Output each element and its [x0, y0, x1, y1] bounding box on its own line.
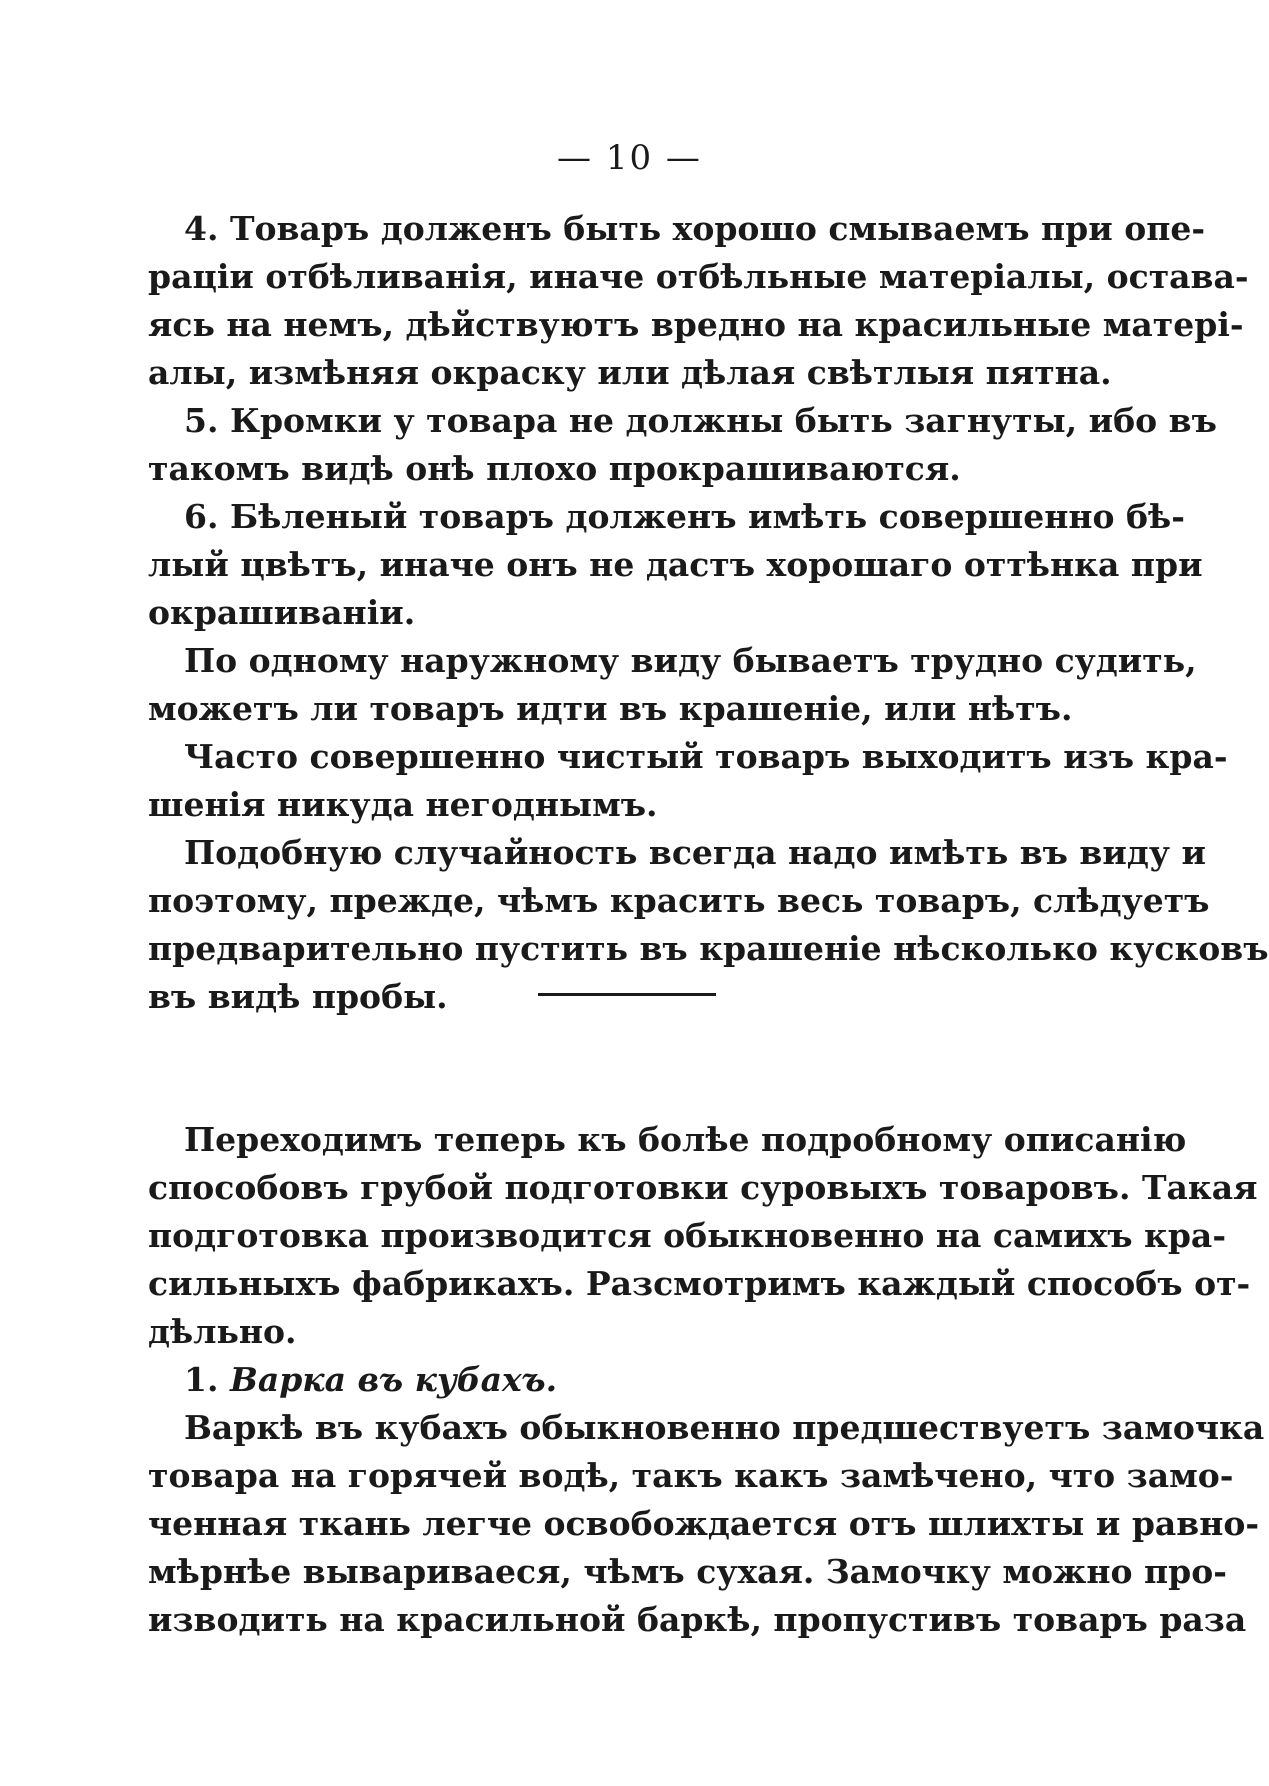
text-line: ченная ткань легче освобождается отъ шлихты и равно- — [148, 1504, 1260, 1543]
text-line — [148, 973, 1112, 1021]
page-number: — 10 — — [557, 138, 702, 178]
text-line: подготовка производится обыкновенно на самихъ кра- — [148, 1216, 1227, 1255]
text-line: можетъ ли товаръ идти въ крашеніе, или нѣтъ. — [148, 689, 1073, 728]
text-line: мѣрнѣе вывариваеся, чѣмъ сухая. Замочку можно про- — [148, 1552, 1227, 1591]
text-line: ясь на немъ, дѣйствуютъ вредно на красильные матері- — [148, 305, 1244, 344]
section-divider — [538, 993, 716, 996]
text-line-content: въ видѣ пробы. — [148, 977, 448, 1016]
text-line: такомъ видѣ онѣ плохо прокрашиваются. — [148, 449, 961, 488]
text-line: Переходимъ теперь къ болѣе подробному описанію — [184, 1120, 1187, 1159]
text-line: Варкѣ въ кубахъ обыкновенно предшествуетъ замочка — [184, 1408, 1265, 1447]
text-line: дѣльно. — [148, 1312, 297, 1351]
text-line: По одному наружному виду бываетъ трудно судить, — [184, 641, 1197, 680]
text-line: алы, измѣняя окраску или дѣлая свѣтлыя пятна. — [148, 353, 1112, 392]
text-line: сильныхъ фабрикахъ. Разсмотримъ каждый способъ от- — [148, 1264, 1251, 1303]
text-line: раціи отбѣливанія, иначе отбѣльные матеріалы, остава- — [148, 257, 1249, 296]
text-line: поэтому, прежде, чѣмъ красить весь товаръ, слѣдуетъ — [148, 881, 1210, 920]
section-gap — [148, 1021, 1112, 1116]
section-title: Варка въ кубахъ. — [229, 1360, 558, 1399]
text-line: способовъ грубой подготовки суровыхъ товаровъ. Такая — [148, 1168, 1258, 1207]
section-number: 1. — [184, 1360, 219, 1399]
text-line: лый цвѣтъ, иначе онъ не дастъ хорошаго оттѣнка при — [148, 545, 1203, 584]
text-line: 5. Кромки у товара не должны быть загнуты, ибо въ — [184, 401, 1217, 440]
text-line: шенія никуда негоднымъ. — [148, 785, 658, 824]
text-line: 6. Бѣленый товаръ долженъ имѣть совершенно бѣ- — [184, 497, 1185, 536]
text-line: 4. Товаръ долженъ быть хорошо смываемъ при опе- — [184, 209, 1206, 248]
text-line: Подобную случайность всегда надо имѣть въ виду и — [184, 833, 1206, 872]
text-line: изводить на красильной баркѣ, пропустивъ товаръ раза — [148, 1600, 1247, 1639]
section-heading — [148, 1356, 1112, 1404]
text-line: окрашиваніи. — [148, 593, 416, 632]
page-body — [148, 205, 1269, 1644]
text-line: товара на горячей водѣ, такъ какъ замѣчено, что замо- — [148, 1456, 1234, 1495]
text-line: предварительно пустить въ крашеніе нѣсколько кусковъ — [148, 929, 1269, 968]
text-line: Часто совершенно чистый товаръ выходитъ изъ кра- — [184, 737, 1228, 776]
